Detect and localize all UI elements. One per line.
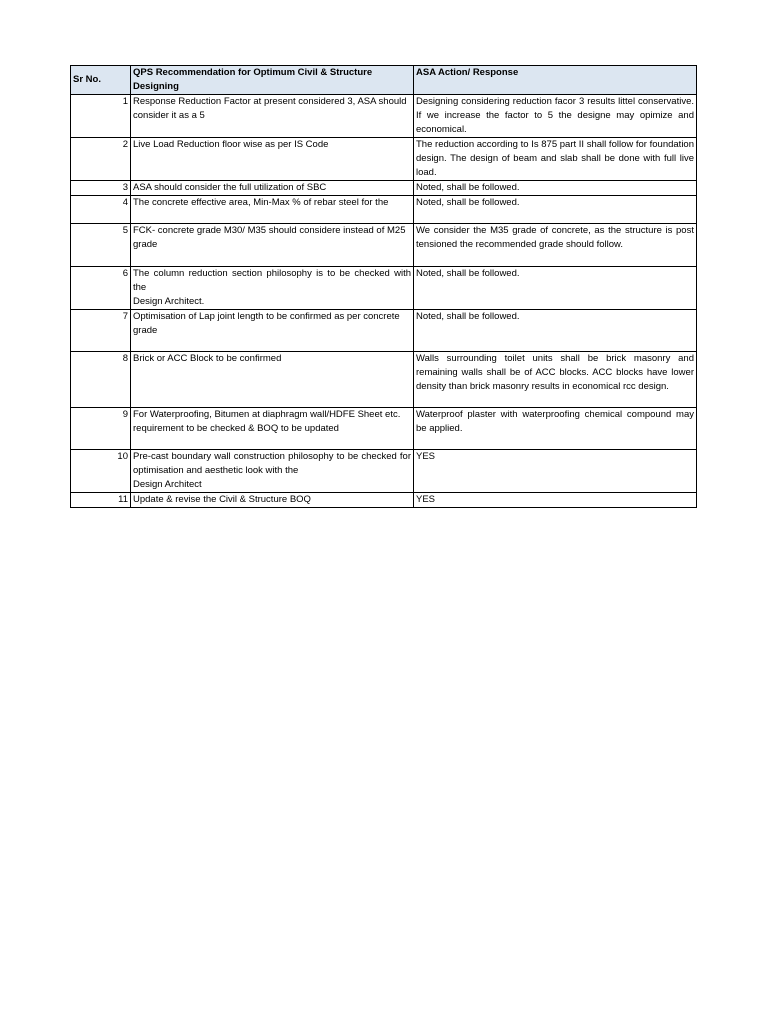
header-response: ASA Action/ Response bbox=[414, 66, 697, 95]
sr-cell: 7 bbox=[71, 310, 131, 352]
header-recommendation: QPS Recommendation for Optimum Civil & Structure Designing bbox=[131, 66, 414, 95]
table-row bbox=[71, 224, 697, 267]
recommendation-cell: Update & revise the Civil & Structure BOQ bbox=[131, 493, 414, 508]
table-header-row bbox=[71, 66, 697, 95]
response-cell: The reduction according to Is 875 part II shall follow for foundation design. The design of beam and slab shall be done with full live load. bbox=[414, 138, 697, 181]
table-row bbox=[71, 450, 697, 493]
response-cell: Noted, shall be followed. bbox=[414, 181, 697, 196]
response-cell: Noted, shall be followed. bbox=[414, 310, 697, 352]
response-cell: We consider the M35 grade of concrete, as the structure is post tensioned the recommended grade should follow. bbox=[414, 224, 697, 267]
recommendation-cell: Pre-cast boundary wall construction philosophy to be checked for optimisation and aesthetic look with the Design Architect bbox=[131, 450, 414, 493]
sr-cell: 3 bbox=[71, 181, 131, 196]
table-row bbox=[71, 493, 697, 508]
sr-cell: 9 bbox=[71, 408, 131, 450]
table-row bbox=[71, 138, 697, 181]
response-cell: Waterproof plaster with waterproofing chemical compound may be applied. bbox=[414, 408, 697, 450]
recommendation-table bbox=[70, 65, 697, 508]
sr-cell: 8 bbox=[71, 352, 131, 408]
response-cell: YES bbox=[414, 493, 697, 508]
sr-cell: 2 bbox=[71, 138, 131, 181]
sr-cell: 11 bbox=[71, 493, 131, 508]
sr-cell: 4 bbox=[71, 196, 131, 224]
table-row bbox=[71, 196, 697, 224]
response-cell: YES bbox=[414, 450, 697, 493]
header-sr-no: Sr No. bbox=[71, 66, 131, 95]
recommendation-cell: Optimisation of Lap joint length to be confirmed as per concrete grade bbox=[131, 310, 414, 352]
table-row bbox=[71, 181, 697, 196]
response-cell: Designing considering reduction facor 3 results littel conservative. If we increase the factor to 5 the designe may opimize and economical. bbox=[414, 95, 697, 138]
recommendation-cell: The concrete effective area, Min-Max % of rebar steel for the bbox=[131, 196, 414, 224]
recommendation-cell: For Waterproofing, Bitumen at diaphragm wall/HDFE Sheet etc. requirement to be checked & BOQ to be updated bbox=[131, 408, 414, 450]
recommendation-cell: FCK- concrete grade M30/ M35 should considere instead of M25 grade bbox=[131, 224, 414, 267]
table-row bbox=[71, 95, 697, 138]
recommendation-cell: Brick or ACC Block to be confirmed bbox=[131, 352, 414, 408]
sr-cell: 5 bbox=[71, 224, 131, 267]
recommendation-cell: ASA should consider the full utilization of SBC bbox=[131, 181, 414, 196]
table-row bbox=[71, 408, 697, 450]
sr-cell: 6 bbox=[71, 267, 131, 310]
table-row bbox=[71, 310, 697, 352]
sr-cell: 10 bbox=[71, 450, 131, 493]
response-cell: Noted, shall be followed. bbox=[414, 267, 697, 310]
response-cell: Noted, shall be followed. bbox=[414, 196, 697, 224]
recommendation-cell: Response Reduction Factor at present considered 3, ASA should consider it as a 5 bbox=[131, 95, 414, 138]
response-cell: Walls surrounding toilet units shall be brick masonry and remaining walls shall be of ACC blocks. ACC blocks have lower density than brick masonry results in economical rcc design. bbox=[414, 352, 697, 408]
sr-cell: 1 bbox=[71, 95, 131, 138]
recommendation-cell: Live Load Reduction floor wise as per IS Code bbox=[131, 138, 414, 181]
table-row bbox=[71, 267, 697, 310]
recommendation-cell: The column reduction section philosophy is to be checked with the Design Architect. bbox=[131, 267, 414, 310]
table-row bbox=[71, 352, 697, 408]
